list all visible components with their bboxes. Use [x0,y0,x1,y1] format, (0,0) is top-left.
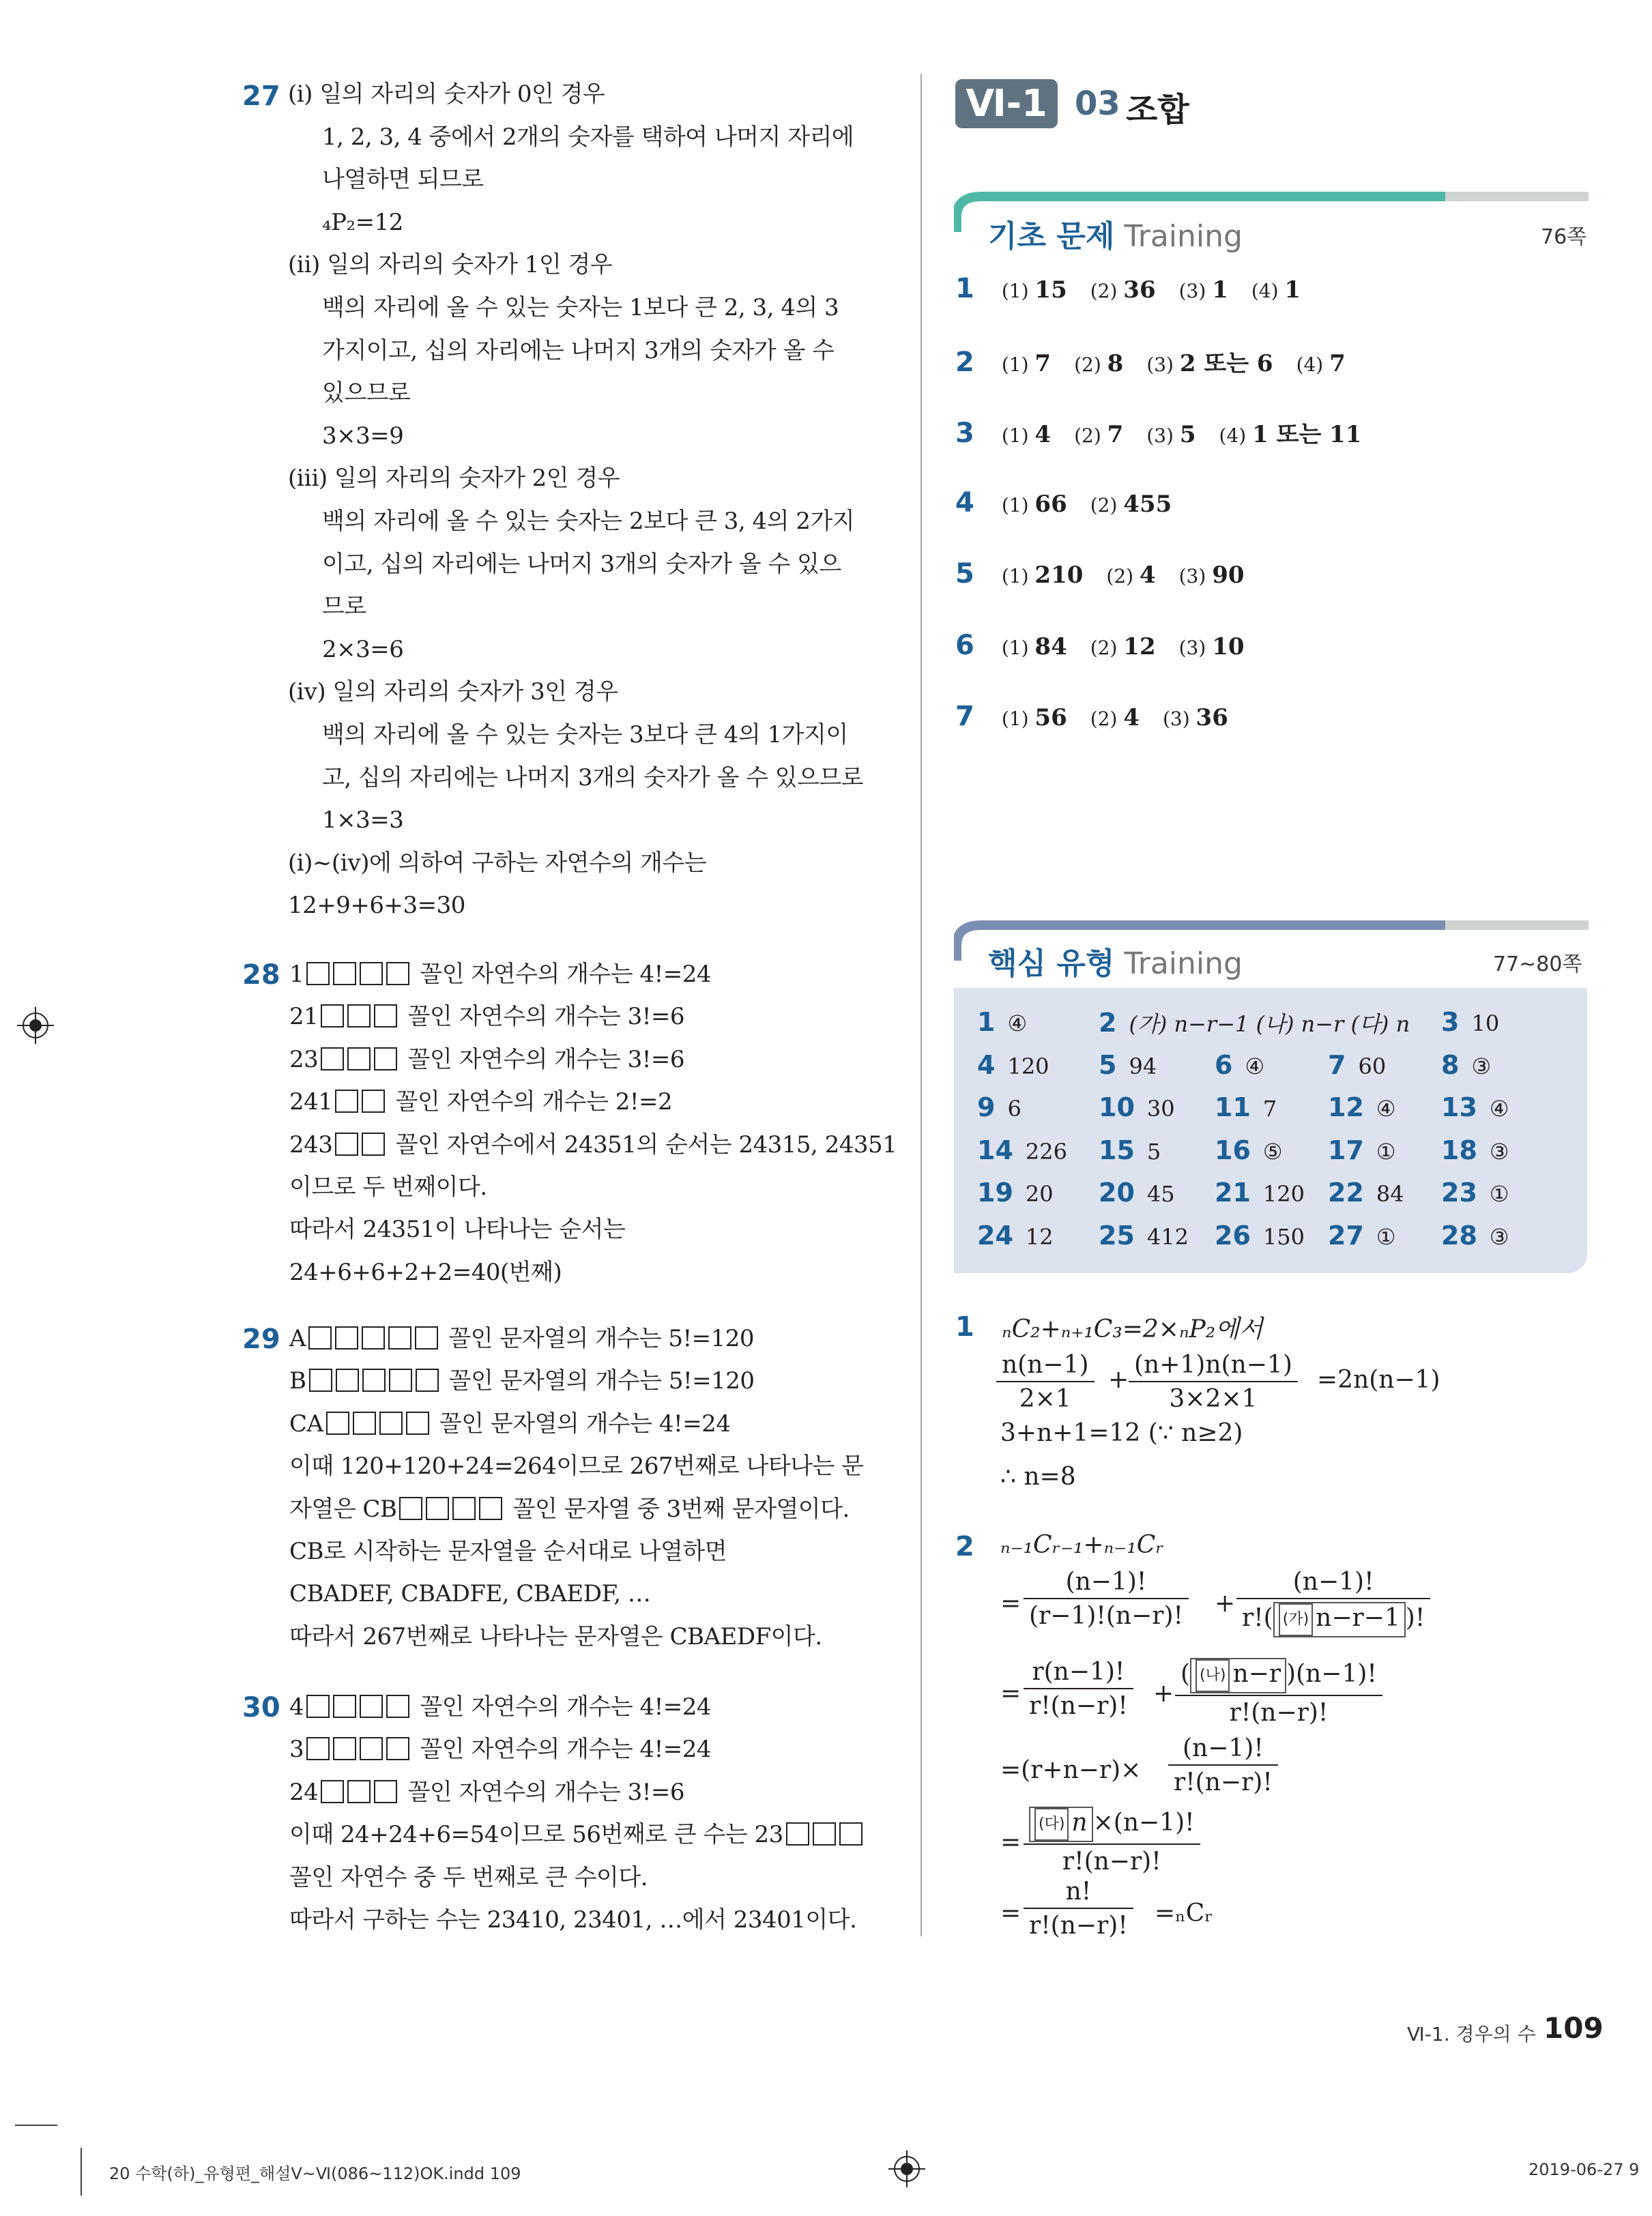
solution-line: 12+9+6+3=30 [288,892,465,920]
blank-box [813,1822,836,1846]
solution-line: 따라서 24351이 나타나는 순서는 [289,1216,626,1244]
blank-box [326,1412,349,1435]
solution-2-row-c-prefix: =(r+n−r)× [1000,1756,1142,1784]
blank-box [786,1822,809,1846]
core-answer-cell: 3 10 [1441,1007,1500,1037]
fraction-denominator: r!(n−r)! [1174,1768,1273,1796]
fraction-b-denominator: 3×2×1 [1169,1385,1258,1413]
blank-box [353,1412,376,1435]
solution-line: 있으므로 [322,379,411,407]
answer-item: (3) 1 [1178,276,1228,304]
blank-box [306,962,330,985]
core-answer-cell: 1 ④ [977,1007,1028,1037]
core-title-en: Training [1124,946,1243,981]
basic-answer-row [955,487,1195,519]
registration-mark-icon [888,2151,925,2187]
answer-item: (3) 5 [1146,421,1196,448]
row-number: 4 [955,486,974,519]
solution-line: 가지이고, 십의 자리에는 나머지 3개의 숫자가 올 수 [322,336,835,364]
row-number: 5 [955,558,974,589]
fraction-a-numerator: n(n−1) [996,1351,1095,1382]
answer-item: (1) 210 [1001,562,1084,589]
core-answer-cell: 5 94 [1099,1049,1157,1080]
solution-line: 24+6+6+2+2=40(번째) [289,1258,562,1286]
core-answer-cell: 7 60 [1328,1049,1387,1080]
solution-line: 므로 [322,593,366,621]
answer-item: (2) 455 [1090,490,1172,518]
blank-box [335,1326,358,1350]
solution-line: ₄P₂=12 [322,208,403,236]
core-answer-cell: 6 ④ [1215,1049,1265,1080]
solution-line: 1, 2, 3, 4 중에서 2개의 숫자를 택하여 나머지 자리에 [322,123,854,151]
crop-mark [15,2125,57,2126]
solution-line: 이고, 십의 자리에는 나머지 3개의 숫자가 올 수 있으 [322,550,841,578]
solution-line: 243 꼴인 자연수에서 24351의 순서는 24315, 24351 [289,1131,897,1158]
blank-box [362,1369,386,1392]
fraction-numerator: (n−1)! [1024,1568,1189,1599]
blank-box [321,1780,344,1803]
blank-box [309,1369,332,1392]
den-prefix: r!( [1242,1604,1273,1632]
blank-box [374,1047,397,1070]
solution-1-number: 1 [955,1311,974,1343]
blank-da-value: n [1071,1809,1088,1837]
blank-box [426,1497,449,1520]
core-answer-cell: 27 ① [1328,1221,1396,1251]
core-answer-cell: 19 20 [977,1178,1054,1208]
blank-ga-value: n−r−1 [1316,1604,1400,1632]
tag-da: (다) [1034,1808,1069,1841]
core-answer-cell: 4 120 [977,1049,1049,1080]
solution-2-fraction-e [1168,1734,1278,1797]
fraction-a-denominator: 2×1 [1019,1385,1071,1413]
problem-30-number: 30 [242,1692,280,1723]
registration-mark-icon [17,1007,54,1044]
answer-item: (2) 12 [1090,632,1156,660]
solution-line: (ⅲ) 일의 자리의 숫자가 2인 경우 [288,465,620,493]
answer-item: (4) 1 [1251,276,1301,304]
core-page-ref: 77~80쪽 [1493,952,1582,976]
row-number: 1 [955,273,974,304]
solution-1-rhs: =2n(n−1) [1317,1366,1440,1394]
column-divider [921,74,922,1936]
chapter-number: 03 [1075,85,1120,123]
answer-item: (4) 7 [1296,349,1346,377]
solution-line: B 꼴인 문자열의 개수는 5!=120 [289,1367,755,1395]
blank-box [308,1326,332,1350]
fraction-denominator: r!(n−r)! [1229,1699,1329,1727]
answer-item: (3) 36 [1162,704,1228,731]
solution-line: 백의 자리에 올 수 있는 숫자는 3보다 큰 4의 1가지이 [322,721,848,748]
blank-box [321,1004,344,1027]
core-answer-cell: 10 30 [1099,1092,1175,1123]
answer-item: (1) 66 [1001,490,1067,518]
core-answer-cell: 21 120 [1215,1178,1305,1208]
equals-sign: = [1000,1828,1021,1856]
answer-item: (1) 15 [1001,276,1067,304]
solution-line: 이때 120+120+24=264이므로 267번째로 나타나는 문 [289,1453,864,1481]
core-answer-cell: 25 412 [1099,1221,1189,1251]
blank-box [399,1497,422,1520]
answer-item: (3) 2 또는 6 [1146,349,1273,377]
answer-item: (1) 7 [1001,349,1052,377]
solution-line: 백의 자리에 올 수 있는 숫자는 1보다 큰 2, 3, 4의 3 [322,294,839,321]
problem-29-number: 29 [242,1324,280,1355]
blank-box [333,1695,356,1718]
solution-2-fraction-b [1236,1568,1430,1637]
core-answer-cell: 14 226 [977,1135,1067,1165]
solution-1-plus: + [1108,1366,1129,1394]
solution-line: 241 꼴인 자연수의 개수는 2!=2 [289,1088,673,1116]
num-suffix: )(n−1)! [1286,1660,1377,1688]
solution-line: CA 꼴인 문자열의 개수는 4!=24 [289,1410,731,1438]
core-answer-cell: 26 150 [1215,1221,1305,1251]
core-answer-cell: 22 84 [1328,1178,1404,1208]
core-answer-cell: 9 6 [977,1092,1021,1123]
fraction-numerator [1175,1658,1382,1696]
core-answer-2 [1099,1007,1410,1038]
solution-2-result: =ₙCᵣ [1155,1899,1213,1927]
blank-box [374,1004,397,1027]
solution-1-line1: ₙC₂+ₙ₊₁C₃=2×ₙP₂에서 [1002,1315,1263,1343]
solution-line: 꼴인 자연수 중 두 번째로 큰 수이다. [289,1863,648,1891]
core-answer-cell: 17 ① [1328,1135,1396,1165]
core-answer-2-value: (가) n−r−1 (나) n−r (다) n [1129,1011,1410,1037]
answer-item: (3) 90 [1178,562,1245,589]
solution-2-fraction-h [1024,1878,1133,1940]
equals-sign: = [1000,1899,1021,1927]
core-answer-cell: 11 7 [1215,1092,1277,1123]
solution-2-fraction-c [1024,1658,1133,1721]
solution-line: 따라서 구하는 수는 23410, 23401, …에서 23401이다. [289,1906,857,1934]
blank-box [333,1737,356,1760]
blank-box [360,1695,383,1718]
solution-1-line4: ∴ n=8 [1000,1463,1076,1491]
solution-line: 따라서 267번째로 나타나는 문자열은 CBAEDF이다. [289,1622,822,1650]
solution-line: 2×3=6 [322,635,404,663]
basic-answer-row [955,558,1268,589]
tag-ga: (가) [1279,1603,1313,1636]
core-answer-cell: 13 ④ [1441,1092,1509,1123]
tag-na: (나) [1195,1659,1230,1692]
solution-1-line3: 3+n+1=12 (∵ n≥2) [1000,1419,1243,1447]
basic-answer-row [955,701,1251,732]
fraction-denominator: r!(n−r)! [1029,1912,1128,1940]
blank-box [386,962,409,985]
solution-line: 이므로 두 번째이다. [289,1173,487,1201]
answer-item: (4) 1 또는 11 [1219,421,1362,448]
solution-line: (ⅳ) 일의 자리의 숫자가 3인 경우 [288,678,618,706]
fraction-numerator: (n−1)! [1236,1568,1430,1599]
basic-title [988,212,1243,255]
core-answer-cell: 16 ⑤ [1215,1135,1283,1165]
solution-line: 이때 24+24+6=54이므로 56번째로 큰 수는 23 [289,1821,866,1848]
blank-box [335,1090,358,1113]
row-number: 6 [955,629,974,661]
problem-27-number: 27 [242,81,280,112]
answer-item: (2) 8 [1074,349,1124,377]
core-title [988,939,1243,982]
answer-item: (1) 84 [1001,632,1067,660]
fraction-b-numerator: (n+1)n(n−1) [1129,1351,1298,1382]
blank-box [386,1737,409,1760]
row-number: 7 [955,701,974,732]
blank-box [347,1780,371,1803]
answer-item: (2) 7 [1074,421,1124,448]
solution-line: (ⅱ) 일의 자리의 숫자가 1인 경우 [288,251,613,279]
footer-chapter: Ⅵ-1. 경우의 수 [1407,2023,1536,2045]
row-number: 3 [955,418,974,449]
basic-answer-row [955,273,1324,304]
fraction-numerator: (n−1)! [1168,1734,1278,1766]
fraction-denominator [1236,1599,1430,1637]
blank-box [452,1497,476,1520]
answer-item: (2) 4 [1106,562,1156,589]
basic-page-ref: 76쪽 [1541,225,1587,249]
blank-box [374,1780,397,1803]
equals-sign: = [1000,1680,1021,1708]
blank-box [321,1047,344,1070]
row-number: 2 [955,346,974,378]
core-answer-cell: 23 ① [1441,1178,1509,1208]
answer-item: (3) 10 [1178,632,1245,660]
solution-2-fraction-a [1024,1568,1189,1631]
answer-item: (1) 4 [1001,421,1052,448]
problem-28-number: 28 [242,959,280,991]
fraction-numerator [1024,1807,1200,1845]
solution-1-fraction-b [1129,1351,1298,1414]
core-answer-cell: 28 ③ [1441,1221,1509,1251]
solution-line: CB로 시작하는 문자열을 순서대로 나열하면 [289,1538,727,1565]
fraction-denominator: (r−1)!(n−r)! [1029,1602,1183,1630]
basic-answer-row [955,416,1385,449]
chapter-badge: Ⅵ-1 [955,79,1058,128]
footer-date: 2019-06-27 9 [1528,2160,1640,2179]
solution-line: 24 꼴인 자연수의 개수는 3!=6 [289,1778,685,1806]
core-answer-cell: 8 ③ [1441,1049,1492,1080]
footer-file-info: 20 수학(하)_유형편_해설Ⅴ~Ⅵ(086~112)OK.indd 109 [109,2164,521,2183]
page-number: 109 [1544,2011,1604,2045]
blank-box [386,1695,409,1718]
answer-item: (2) 36 [1090,276,1156,304]
plus-sign: + [1153,1680,1174,1708]
solution-2-line1: ₙ₋₁Cᵣ₋₁+ₙ₋₁Cᵣ [1000,1531,1164,1559]
solution-line: 1×3=3 [322,806,404,834]
solution-2-number: 2 [955,1531,974,1562]
den-suffix: )! [1405,1604,1425,1632]
chapter-title: 조합 [1126,91,1189,129]
basic-title-kr: 기초 문제 [988,219,1115,254]
blank-da [1029,1807,1093,1842]
solution-line: (ⅰ)~(ⅳ)에 의하여 구하는 자연수의 개수는 [288,849,707,877]
solution-line: (ⅰ) 일의 자리의 숫자가 0인 경우 [288,81,605,108]
solution-line: 나열하면 되므로 [322,166,484,194]
solution-1-fraction-a [996,1351,1095,1414]
blank-box [347,1004,371,1027]
fraction-denominator: r!(n−r)! [1029,1692,1128,1720]
basic-title-en: Training [1124,219,1243,254]
core-answer-cell: 15 5 [1099,1135,1161,1165]
equals-sign: = [1000,1590,1021,1618]
core-answer-cell: 20 45 [1099,1178,1175,1208]
core-title-kr: 핵심 유형 [988,946,1115,981]
solution-2-fraction-g [1024,1807,1200,1876]
solution-line: 21 꼴인 자연수의 개수는 3!=6 [289,1003,685,1031]
blank-box [306,1737,330,1760]
solution-line: CBADEF, CBADFE, CBAEDF, … [289,1580,651,1608]
fraction-denominator: r!(n−r)! [1062,1848,1161,1876]
blank-box [362,1326,385,1350]
answer-item: (2) 4 [1090,704,1140,731]
solution-line: 23 꼴인 자연수의 개수는 3!=6 [289,1045,685,1073]
fraction-numerator: r(n−1)! [1024,1658,1133,1689]
blank-box [360,962,383,985]
blank-box [360,1737,383,1760]
blank-box [362,1133,385,1156]
solution-line: 4 꼴인 자연수의 개수는 4!=24 [289,1693,712,1721]
core-answer-cell: 12 ④ [1328,1092,1396,1123]
blank-box [347,1047,371,1070]
blank-box [388,1326,411,1350]
solution-line: 자열은 CB 꼴인 문자열 중 3번째 문자열이다. [289,1495,850,1523]
solution-line: A 꼴인 문자열의 개수는 5!=120 [289,1325,755,1352]
blank-ga [1273,1602,1406,1637]
blank-box [389,1369,412,1392]
blank-box [336,1369,359,1392]
solution-2-fraction-d [1175,1658,1382,1727]
blank-box [479,1497,502,1520]
core-answer-cell: 18 ③ [1441,1135,1509,1165]
solution-line: 1 꼴인 자연수의 개수는 4!=24 [289,961,712,988]
fraction-numerator: n! [1024,1878,1133,1909]
blank-box [335,1133,358,1156]
solution-line: 고, 십의 자리에는 나머지 3개의 숫자가 올 수 있으므로 [322,763,864,791]
solution-line: 3 꼴인 자연수의 개수는 4!=24 [289,1736,712,1764]
plus-sign: + [1215,1590,1236,1618]
core-answer-cell: 24 12 [977,1221,1054,1251]
solution-line: 백의 자리에 올 수 있는 숫자는 2보다 큰 3, 4의 2가지 [322,508,855,535]
blank-box [306,1695,330,1718]
crop-mark [81,2148,82,2196]
basic-answer-row [955,345,1369,378]
blank-box [406,1412,429,1435]
num-prefix: ( [1180,1660,1191,1688]
basic-answer-row [955,630,1268,661]
answer-item: (1) 56 [1001,704,1067,731]
blank-box [362,1090,385,1113]
core-answer-2-number: 2 [1099,1008,1117,1038]
num-suffix: ×(n−1)! [1092,1809,1195,1837]
blank-box [839,1822,863,1846]
blank-box [333,962,356,985]
blank-box [379,1412,403,1435]
blank-na-value: n−r [1232,1660,1281,1688]
solution-line: 3×3=9 [322,422,404,450]
blank-box [415,1326,438,1350]
blank-na [1190,1658,1286,1693]
blank-box [416,1369,439,1392]
